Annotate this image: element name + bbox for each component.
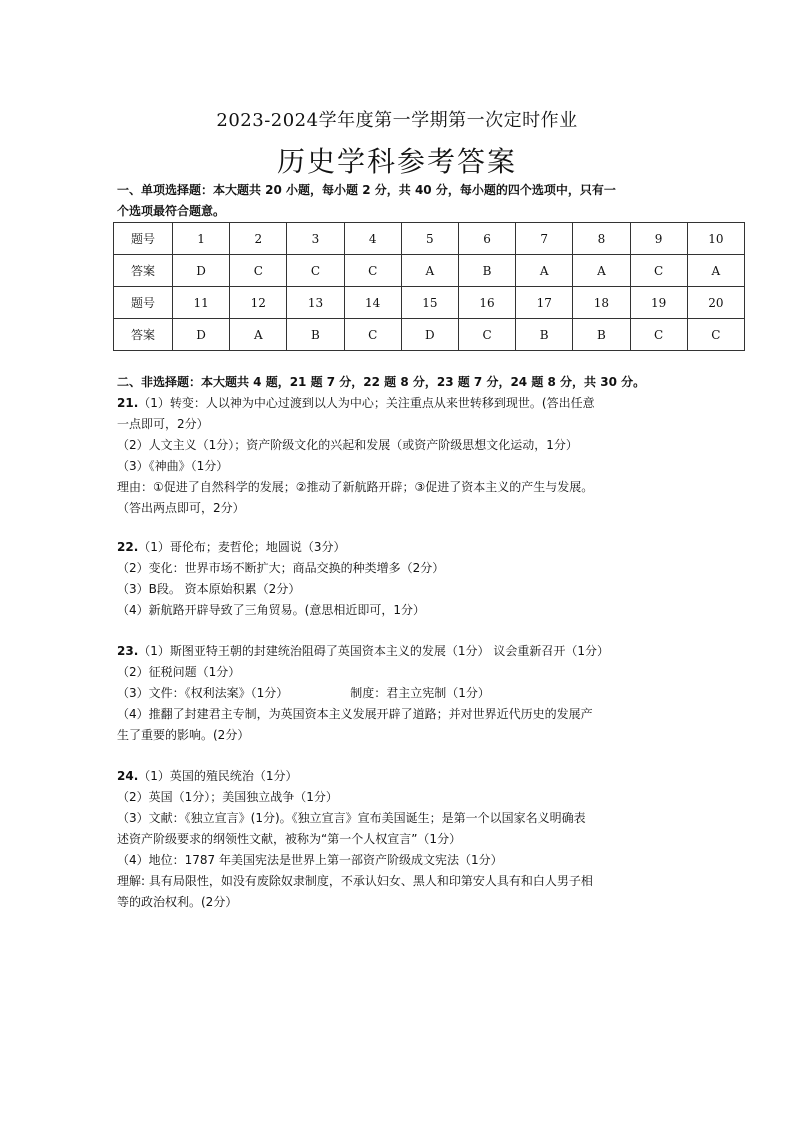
q22-line4: （4）新航路开辟导致了三角贸易。(意思相近即可，1分） xyxy=(117,603,425,617)
q24-line6: 理解: 具有局限性，如没有废除奴隶制度，不承认妇女、黑人和印第安人具有和白人男子相 xyxy=(117,874,593,888)
question-number: 14 xyxy=(344,287,401,319)
q22-line3: （3）B段。 资本原始积累（2分） xyxy=(117,582,301,596)
q21-line2: 一点即可，2分） xyxy=(117,417,209,431)
question-22 xyxy=(117,537,697,621)
answer-cell: A xyxy=(687,255,744,287)
row-label-answer: 答案 xyxy=(114,255,173,287)
q24-line2: （2）英国（1分）；美国独立战争（1分） xyxy=(117,790,338,804)
q24-line3: （3）文献：《独立宣言》(1分)。《独立宣言》宣布美国诞生；是第一个以国家名义明确表 xyxy=(117,811,586,825)
row-label-question: 题号 xyxy=(114,287,173,319)
q23-line3-system: 制度：君主立宪制（1分） xyxy=(350,686,490,700)
q21-line5: 理由：①促进了自然科学的发展；②推动了新航路开辟；③促进了资本主义的产生与发展。 xyxy=(117,480,594,494)
answer-cell: C xyxy=(344,319,401,351)
q23-line5: 生了重要的影响。(2分） xyxy=(117,728,250,742)
answer-cell: C xyxy=(458,319,515,351)
answer-cell: A xyxy=(230,319,287,351)
q23-line1: （1）斯图亚特王朝的封建统治阻碍了英国资本主义的发展（1分） 议会重新召开（1分） xyxy=(138,644,609,658)
table-row xyxy=(114,319,745,351)
q21-line4: （3）《神曲》（1分） xyxy=(117,459,229,473)
answer-cell: C xyxy=(630,319,687,351)
question-number-22: 22. xyxy=(117,540,139,554)
question-number: 5 xyxy=(401,223,458,255)
answer-cell: A xyxy=(401,255,458,287)
question-number: 13 xyxy=(287,287,344,319)
answer-cell: B xyxy=(287,319,344,351)
question-number: 10 xyxy=(687,223,744,255)
question-number: 15 xyxy=(401,287,458,319)
question-number: 17 xyxy=(516,287,573,319)
table-row xyxy=(114,223,745,255)
table-row xyxy=(114,287,745,319)
question-number: 1 xyxy=(173,223,230,255)
section1-heading-line1: 一、单项选择题：本大题共 20 小题，每小题 2 分，共 40 分，每小题的四个选项中，只有一 xyxy=(117,183,616,197)
answer-cell: A xyxy=(573,255,630,287)
question-number: 7 xyxy=(516,223,573,255)
q23-line2: （2）征税问题（1分） xyxy=(117,665,241,679)
section1-heading xyxy=(117,180,687,222)
q24-line5: （4）地位：1787 年美国宪法是世界上第一部资产阶级成文宪法（1分） xyxy=(117,853,503,867)
question-number: 8 xyxy=(573,223,630,255)
question-number: 4 xyxy=(344,223,401,255)
answer-cell: B xyxy=(516,319,573,351)
question-number: 16 xyxy=(458,287,515,319)
section1-heading-line2: 个选项最符合题意。 xyxy=(117,204,226,218)
answer-cell: C xyxy=(287,255,344,287)
answer-cell: A xyxy=(516,255,573,287)
row-label-answer: 答案 xyxy=(114,319,173,351)
question-number: 6 xyxy=(458,223,515,255)
answer-cell: B xyxy=(458,255,515,287)
document-title: 2023-2024学年度第一学期第一次定时作业 xyxy=(216,110,578,131)
answer-cell: D xyxy=(173,319,230,351)
table-row xyxy=(114,255,745,287)
answer-cell: C xyxy=(230,255,287,287)
question-number-23: 23. xyxy=(117,644,139,658)
question-21 xyxy=(117,393,697,519)
q24-line7: 等的政治权利。(2分） xyxy=(117,895,238,909)
question-number: 11 xyxy=(173,287,230,319)
q23-line3-document: （3）文件：《权利法案》（1分） xyxy=(117,686,289,700)
q22-line2: （2）变化：世界市场不断扩大；商品交换的种类增多（2分） xyxy=(117,561,445,575)
q22-line1: （1）哥伦布；麦哲伦；地圆说（3分） xyxy=(138,540,346,554)
question-number: 3 xyxy=(287,223,344,255)
q24-line4: 述资产阶级要求的纲领性文献，被称为“第一个人权宣言”（1分） xyxy=(117,832,462,846)
question-23 xyxy=(117,641,697,746)
answer-cell: B xyxy=(573,319,630,351)
answer-cell: C xyxy=(630,255,687,287)
q23-line4: （4）推翻了封建君主专制，为英国资本主义发展开辟了道路；并对世界近代历史的发展产 xyxy=(117,707,593,721)
answer-cell: C xyxy=(687,319,744,351)
answer-cell: D xyxy=(173,255,230,287)
question-24 xyxy=(117,766,697,913)
question-number: 2 xyxy=(230,223,287,255)
document-subtitle: 历史学科参考答案 xyxy=(276,145,517,178)
answer-table xyxy=(113,222,745,351)
row-label-question: 题号 xyxy=(114,223,173,255)
question-number-21: 21. xyxy=(117,396,139,410)
answer-cell: C xyxy=(344,255,401,287)
section2-heading: 二、非选择题：本大题共 4 题，21 题 7 分，22 题 8 分，23 题 7 分，24 题 8 分，共 30 分。 xyxy=(117,375,646,389)
q21-line3: （2）人文主义（1分）；资产阶级文化的兴起和发展（或资产阶级思想文化运动，1分） xyxy=(117,438,578,452)
question-number: 12 xyxy=(230,287,287,319)
question-number: 9 xyxy=(630,223,687,255)
question-number: 19 xyxy=(630,287,687,319)
answer-cell: D xyxy=(401,319,458,351)
q21-line6: （答出两点即可，2分） xyxy=(117,501,245,515)
question-number: 20 xyxy=(687,287,744,319)
q24-line1: （1）英国的殖民统治（1分） xyxy=(138,769,298,783)
question-number: 18 xyxy=(573,287,630,319)
question-number-24: 24. xyxy=(117,769,139,783)
q21-line1: （1）转变：人以神为中心过渡到以人为中心；关注重点从来世转移到现世。(答出任意 xyxy=(138,396,595,410)
